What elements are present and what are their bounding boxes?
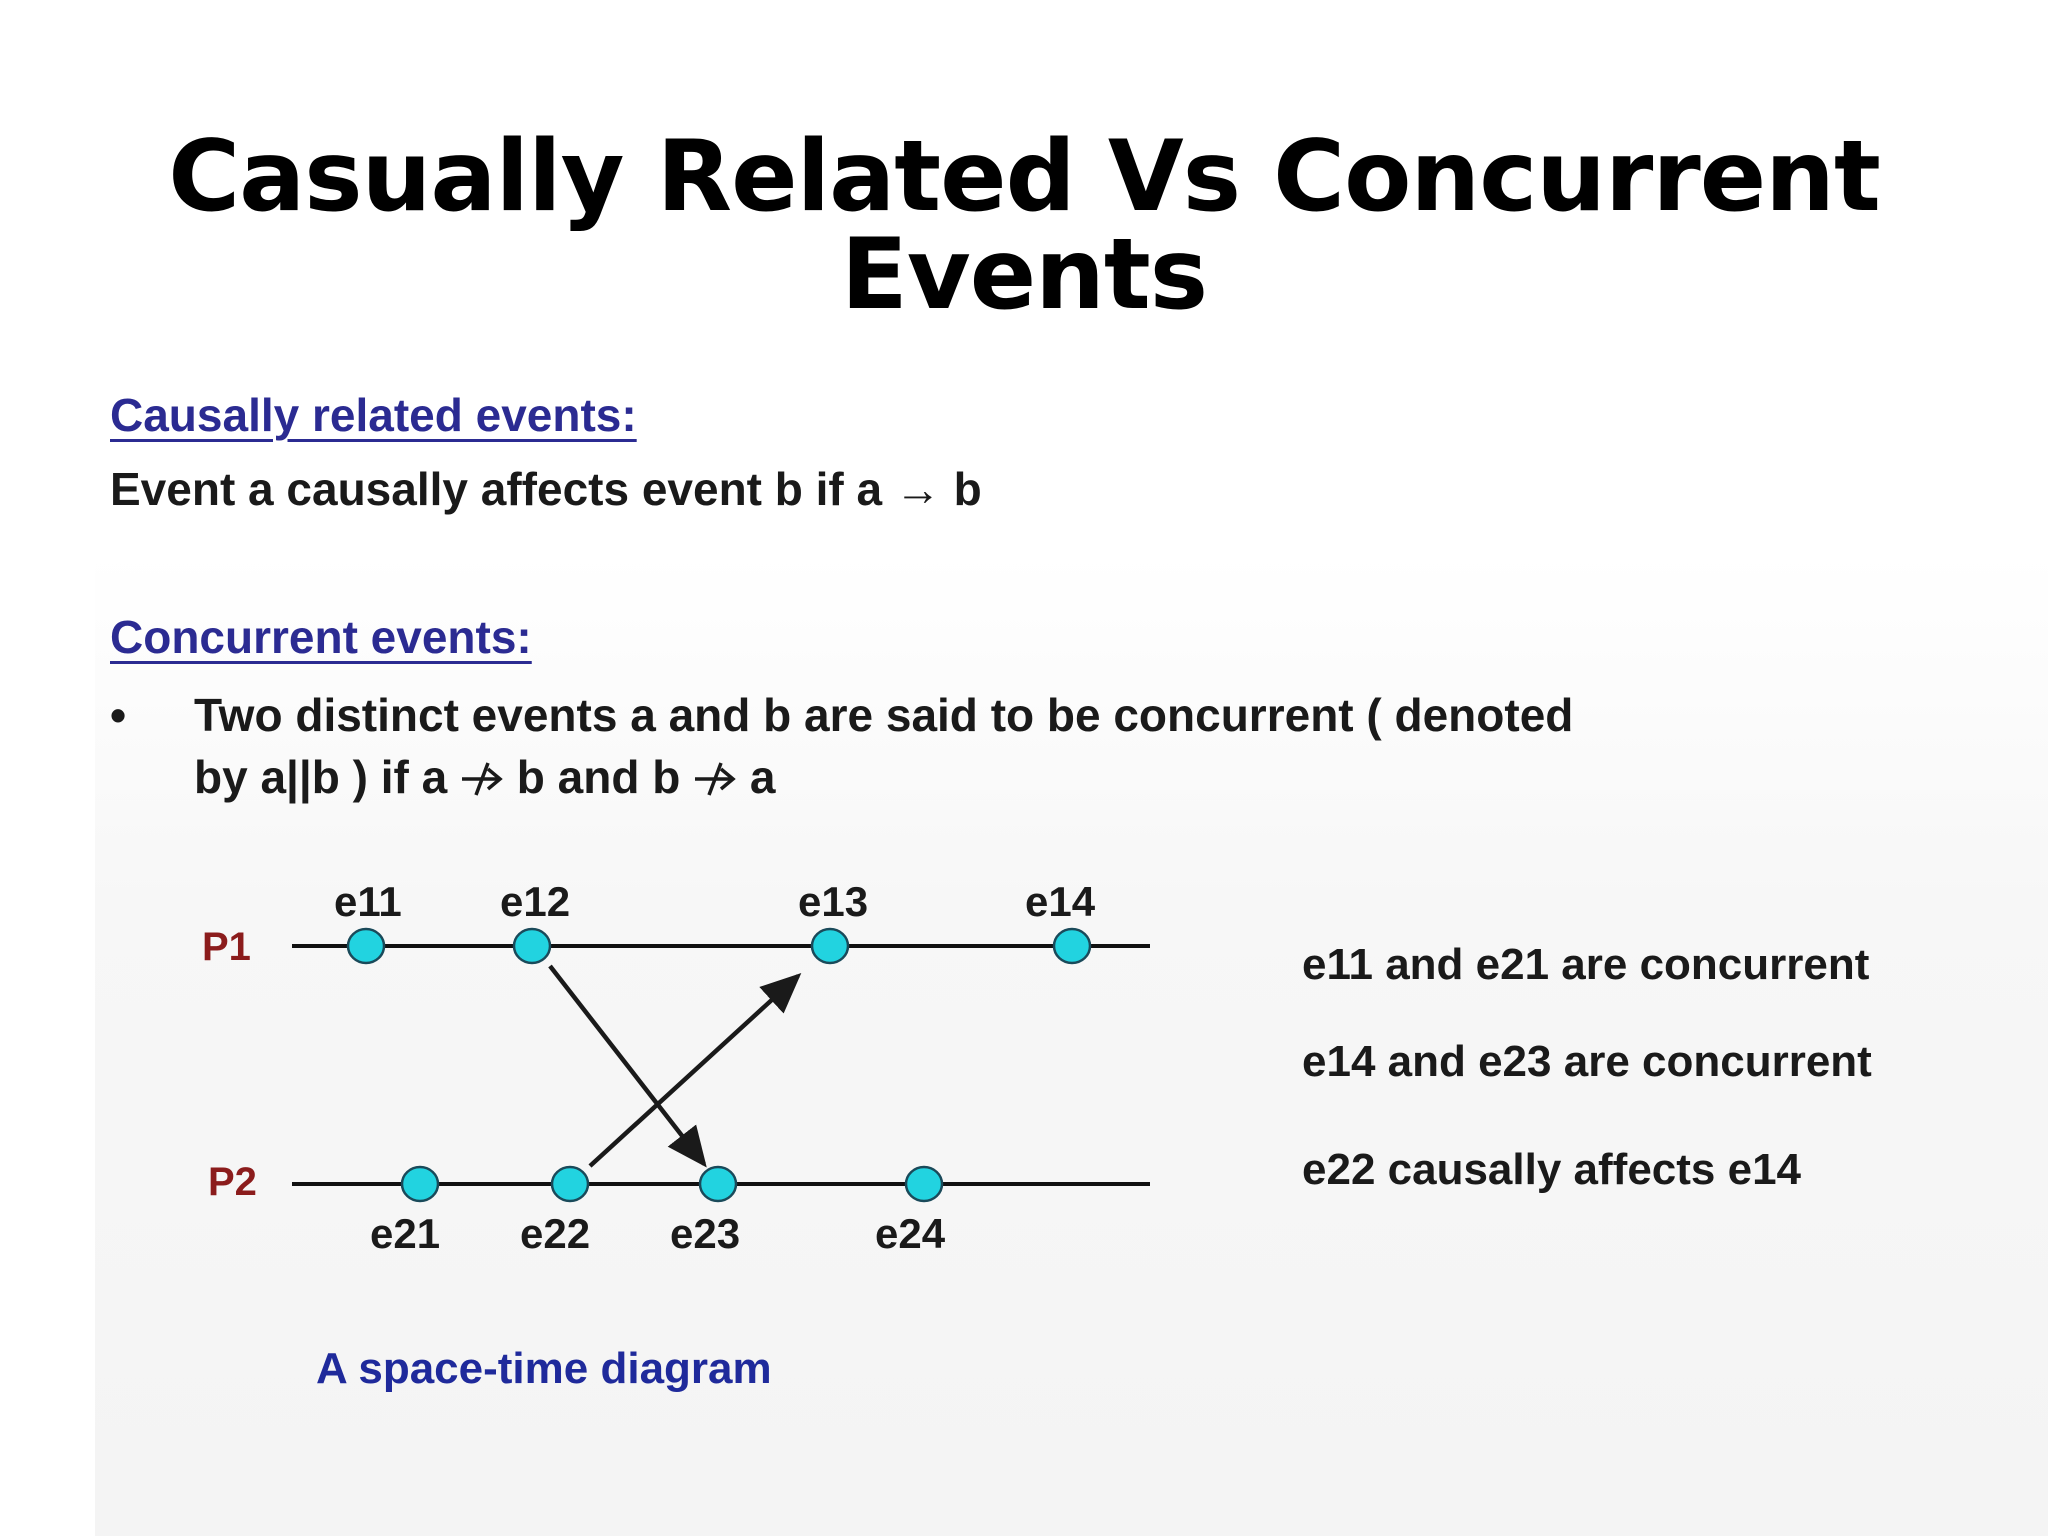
process-label-p2: P2 (208, 1160, 257, 1204)
event-dot-e12 (514, 929, 550, 963)
causal-heading: Causally related events: (110, 389, 637, 441)
event-dot-e22 (552, 1167, 588, 1201)
concurrent-heading: Concurrent events: (110, 611, 532, 663)
causal-definition: Event a causally affects event b if a → b (110, 463, 982, 515)
event-label-e12: e12 (500, 878, 571, 925)
bullet-marker: • (110, 689, 127, 741)
event-dot-e23 (700, 1167, 736, 1201)
event-dot-e14 (1054, 929, 1090, 963)
event-label-e22: e22 (520, 1210, 591, 1257)
concurrent-line-2a: by a||b ) if a (194, 751, 448, 803)
slide-title: Casually Related Vs Concurrent Events (168, 120, 1880, 332)
diagram-caption: A space-time diagram (316, 1344, 772, 1393)
concurrent-line-2c: a (749, 751, 776, 803)
note-2: e14 and e23 are concurrent (1302, 1037, 1872, 1086)
event-label-e11: e11 (334, 878, 402, 925)
concurrent-line-2b: b and b (516, 751, 681, 803)
process-label-p1: P1 (202, 925, 251, 969)
event-dot-e13 (812, 929, 848, 963)
event-dot-e24 (906, 1167, 942, 1201)
note-1: e11 and e21 are concurrent (1302, 940, 1870, 989)
event-label-e23: e23 (670, 1210, 741, 1257)
event-label-e14: e14 (1025, 878, 1096, 925)
message-e22-to-e13 (590, 976, 798, 1166)
event-dot-e11 (348, 929, 384, 963)
concurrent-line-1: Two distinct events a and b are said to be concurrent ( denoted (194, 689, 1574, 741)
note-3: e22 causally affects e14 (1302, 1145, 1802, 1194)
event-label-e21: e21 (370, 1210, 441, 1257)
event-label-e13: e13 (798, 878, 869, 925)
event-dot-e21 (402, 1167, 438, 1201)
event-dots (348, 929, 1090, 1201)
event-label-e24: e24 (875, 1210, 946, 1257)
